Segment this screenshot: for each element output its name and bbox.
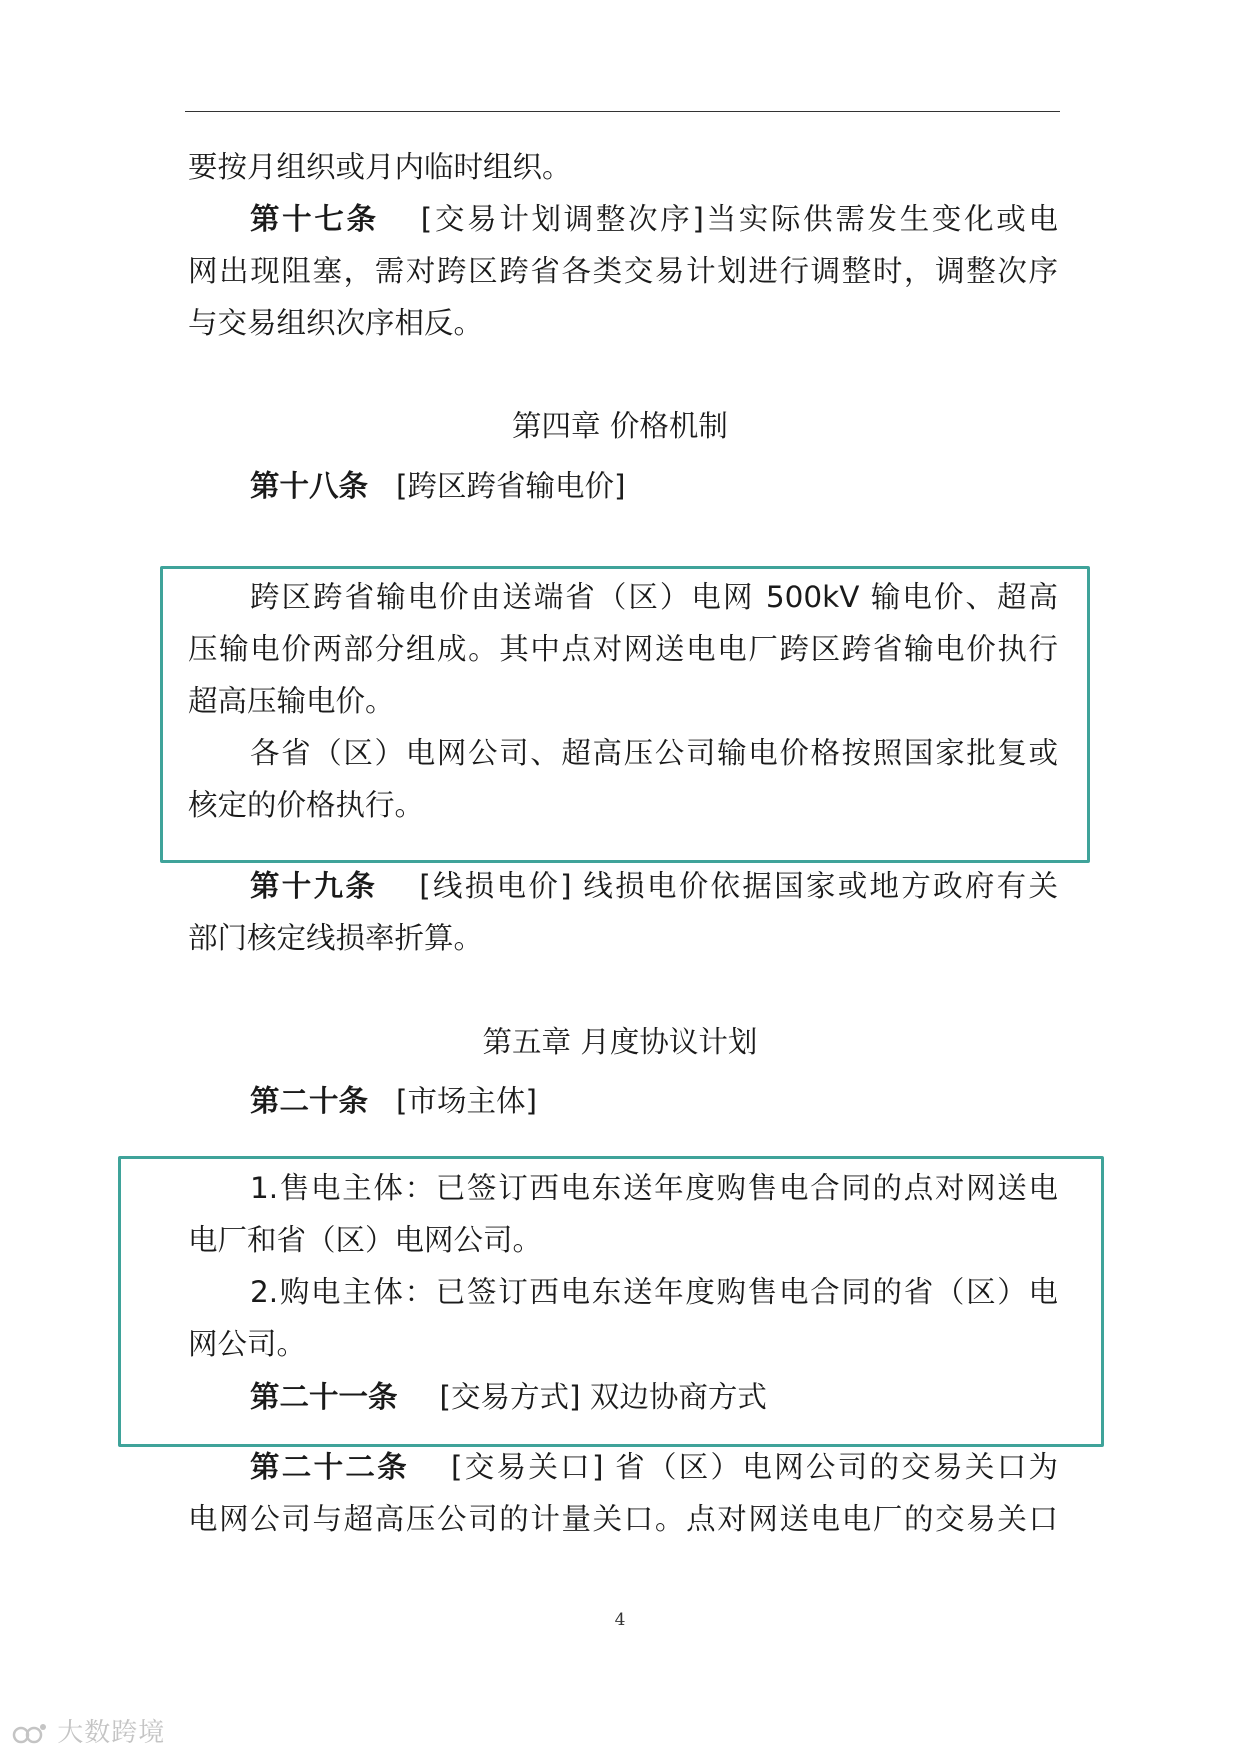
- watermark-text: 大数跨境: [57, 1718, 166, 1748]
- article-20-label: 第二十条: [250, 1084, 369, 1118]
- box2-line: 1.售电主体：已签订西电东送年度购售电合同的点对网送电: [250, 1171, 1058, 1205]
- box1-line: 压输电价两部分组成。其中点对网送电电厂跨区跨省输电价执行: [188, 632, 1058, 666]
- box1-line: 核定的价格执行。: [188, 788, 425, 822]
- box1-line: 跨区跨省输电价由送端省（区）电网 500kV 输电价、超高: [250, 580, 1058, 614]
- paragraph-line: 部门核定线损率折算。: [188, 921, 484, 955]
- chapter-5-heading: 第五章 月度协议计划: [482, 1025, 758, 1059]
- article-22: [250, 1447, 1058, 1487]
- article-21-text: [交易方式] 双边协商方式: [439, 1380, 767, 1414]
- article-18-text: [跨区跨省输电价]: [396, 469, 626, 503]
- article-20: [250, 1081, 1058, 1121]
- box1-line: 各省（区）电网公司、超高压公司输电价格按照国家批复或: [250, 736, 1058, 770]
- article-19: [250, 866, 1058, 906]
- box2-line: 网公司。: [188, 1327, 307, 1361]
- article-18-label: 第十八条: [250, 469, 369, 503]
- article-22-text: [交易关口] 省（区）电网公司的交易关口为: [450, 1450, 1058, 1484]
- article-19-text: [线损电价] 线损电价依据国家或地方政府有关: [419, 869, 1058, 903]
- paragraph-line: 电网公司与超高压公司的计量关口。点对网送电电厂的交易关口: [188, 1502, 1058, 1536]
- box2-line: 电厂和省（区）电网公司。: [188, 1223, 543, 1257]
- article-21-label: 第二十一条: [250, 1380, 398, 1414]
- page-number: 4: [614, 1610, 626, 1630]
- article-19-label: 第十九条: [250, 869, 378, 903]
- article-20-text: [市场主体]: [396, 1084, 538, 1118]
- article-18: [250, 466, 1058, 506]
- article-21: [250, 1377, 1058, 1417]
- box1-line: 超高压输电价。: [188, 684, 395, 718]
- chapter-4-heading: 第四章 价格机制: [512, 409, 728, 443]
- article-17-label: 第十七条: [250, 202, 379, 236]
- article-17-text: [交易计划调整次序]当实际供需发生变化或电: [420, 202, 1058, 236]
- paragraph-line: 与交易组织次序相反。: [188, 306, 484, 340]
- paragraph-line: 网出现阻塞，需对跨区跨省各类交易计划进行调整时，调整次序: [188, 254, 1058, 288]
- header-rule: [185, 111, 1060, 112]
- box2-line: 2.购电主体：已签订西电东送年度购售电合同的省（区）电: [250, 1275, 1058, 1309]
- watermark: [12, 1712, 165, 1749]
- paragraph-line: 要按月组织或月内临时组织。: [188, 150, 572, 184]
- article-22-label: 第二十二条: [250, 1450, 409, 1484]
- watermark-logo-icon: [12, 1721, 48, 1747]
- article-17: [250, 199, 1058, 239]
